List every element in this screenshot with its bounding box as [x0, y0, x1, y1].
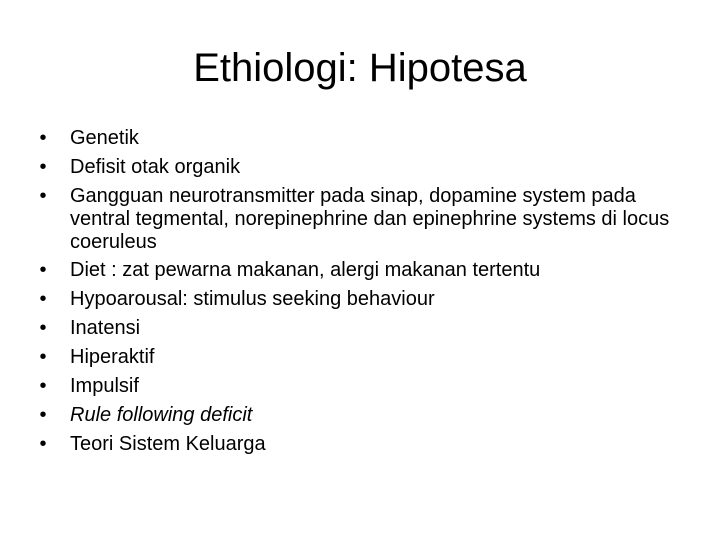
bullet-item-hypoarousal [36, 288, 696, 311]
bullet-text: Hypoarousal: stimulus seeking behaviour [70, 288, 435, 310]
bullet-item-genetik [36, 127, 696, 150]
bullet-text: Rule following deficit [70, 404, 253, 426]
bullet-text: Hiperaktif [70, 346, 155, 368]
bullet-item-gangguan [36, 185, 696, 254]
bullet-item-diet [36, 259, 696, 282]
bullet-item-hiperaktif [36, 346, 696, 369]
bullet-text: Diet : zat pewarna makanan, alergi makanan tertentu [70, 259, 541, 281]
bullet-item-impulsif [36, 375, 696, 398]
bullet-icon: • [39, 185, 47, 207]
bullet-item-rule-following [36, 404, 696, 427]
bullet-icon: • [39, 156, 47, 178]
bullet-text: Defisit otak organik [70, 156, 241, 178]
bullet-text: Inatensi [70, 317, 141, 339]
bullet-icon: • [39, 433, 47, 455]
bullet-text: Impulsif [70, 375, 139, 397]
bullet-icon: • [39, 288, 47, 310]
bullet-item-inatensi [36, 317, 696, 340]
bullet-text: Teori Sistem Keluarga [70, 433, 266, 455]
bullet-text: Gangguan neurotransmitter pada sinap, dopamine system pada ventral tegmental, norepinephrine dan epinephrine systems di locus coeruleus [70, 185, 670, 253]
bullet-item-defisit [36, 156, 696, 179]
bullet-list [36, 127, 696, 462]
bullet-item-teori-sistem [36, 433, 696, 456]
bullet-icon: • [39, 346, 47, 368]
bullet-icon: • [39, 259, 47, 281]
bullet-icon: • [39, 317, 47, 339]
bullet-icon: • [39, 127, 47, 149]
slide-title: Ethiologi: Hipotesa [193, 46, 527, 90]
bullet-icon: • [39, 375, 47, 397]
bullet-text: Genetik [70, 127, 139, 149]
bullet-icon: • [39, 404, 47, 426]
